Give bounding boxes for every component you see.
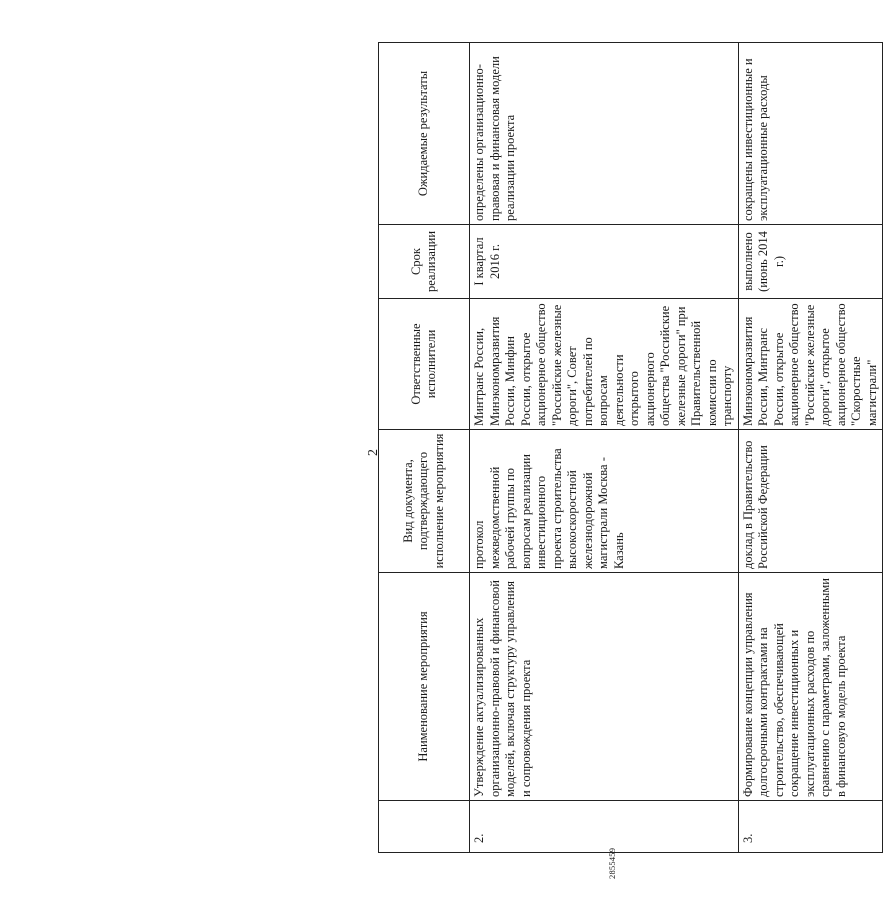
header-number	[379, 801, 470, 853]
expected-result: сокращены инвестиционные и эксплуатационные расходы	[738, 43, 883, 225]
measure-name: Формирование концепции управления долгосрочными контрактами на строительство, обеспечивающей сокращение инвестиционных и эксплуатационных расходов по сравнению с параметрами, заложенными в финансовую модель проекта	[738, 573, 883, 801]
measures-table	[378, 42, 883, 853]
header-deadline: Срок реализации	[379, 225, 470, 299]
expected-result: определены организационно-правовая и финансовая модели реализации проекта	[470, 43, 739, 225]
table-header-row	[379, 43, 470, 853]
executors: Минтранс России, Минэкономразвития России, Минфин России, открытое акционерное общество "Российские железные дороги", Совет потребителей по вопросам деятельности открытого акционерного общества "Российские железные дороги" при Правительственной комиссии по транспорту	[470, 299, 739, 430]
row-number: 3.	[738, 801, 883, 853]
header-measure-name: Наименование мероприятия	[379, 573, 470, 801]
header-executors: Ответственные исполнители	[379, 299, 470, 430]
deadline: I квартал 2016 г.	[470, 225, 739, 299]
row-number: 2.	[470, 801, 739, 853]
table-row	[470, 43, 739, 853]
table-row	[738, 43, 883, 853]
document-type: доклад в Правительство Российской Федерации	[738, 430, 883, 573]
header-expected-results: Ожидаемые результаты	[379, 43, 470, 225]
document-type: протокол межведомственной рабочей группы по вопросам реализации инвестиционного проекта строительства высокоскоростной железнодорожной магистрали Москва - Казань	[470, 430, 739, 573]
executors: Минэкономразвития России, Минтранс России, открытое акционерное общество "Российские железные дороги", открытое акционерное общество "Скоростные магистрали"	[738, 299, 883, 430]
measure-name: Утверждение актуализированных организационно-правовой и финансовой моделей, включая структуру управления и сопровождения проекта	[470, 573, 739, 801]
header-document-type: Вид документа, подтверждающего исполнение мероприятия	[379, 430, 470, 573]
deadline: выполнено (июнь 2014 г.)	[738, 225, 883, 299]
page-number: 2	[366, 449, 381, 456]
document-code: 2855459	[607, 847, 617, 879]
